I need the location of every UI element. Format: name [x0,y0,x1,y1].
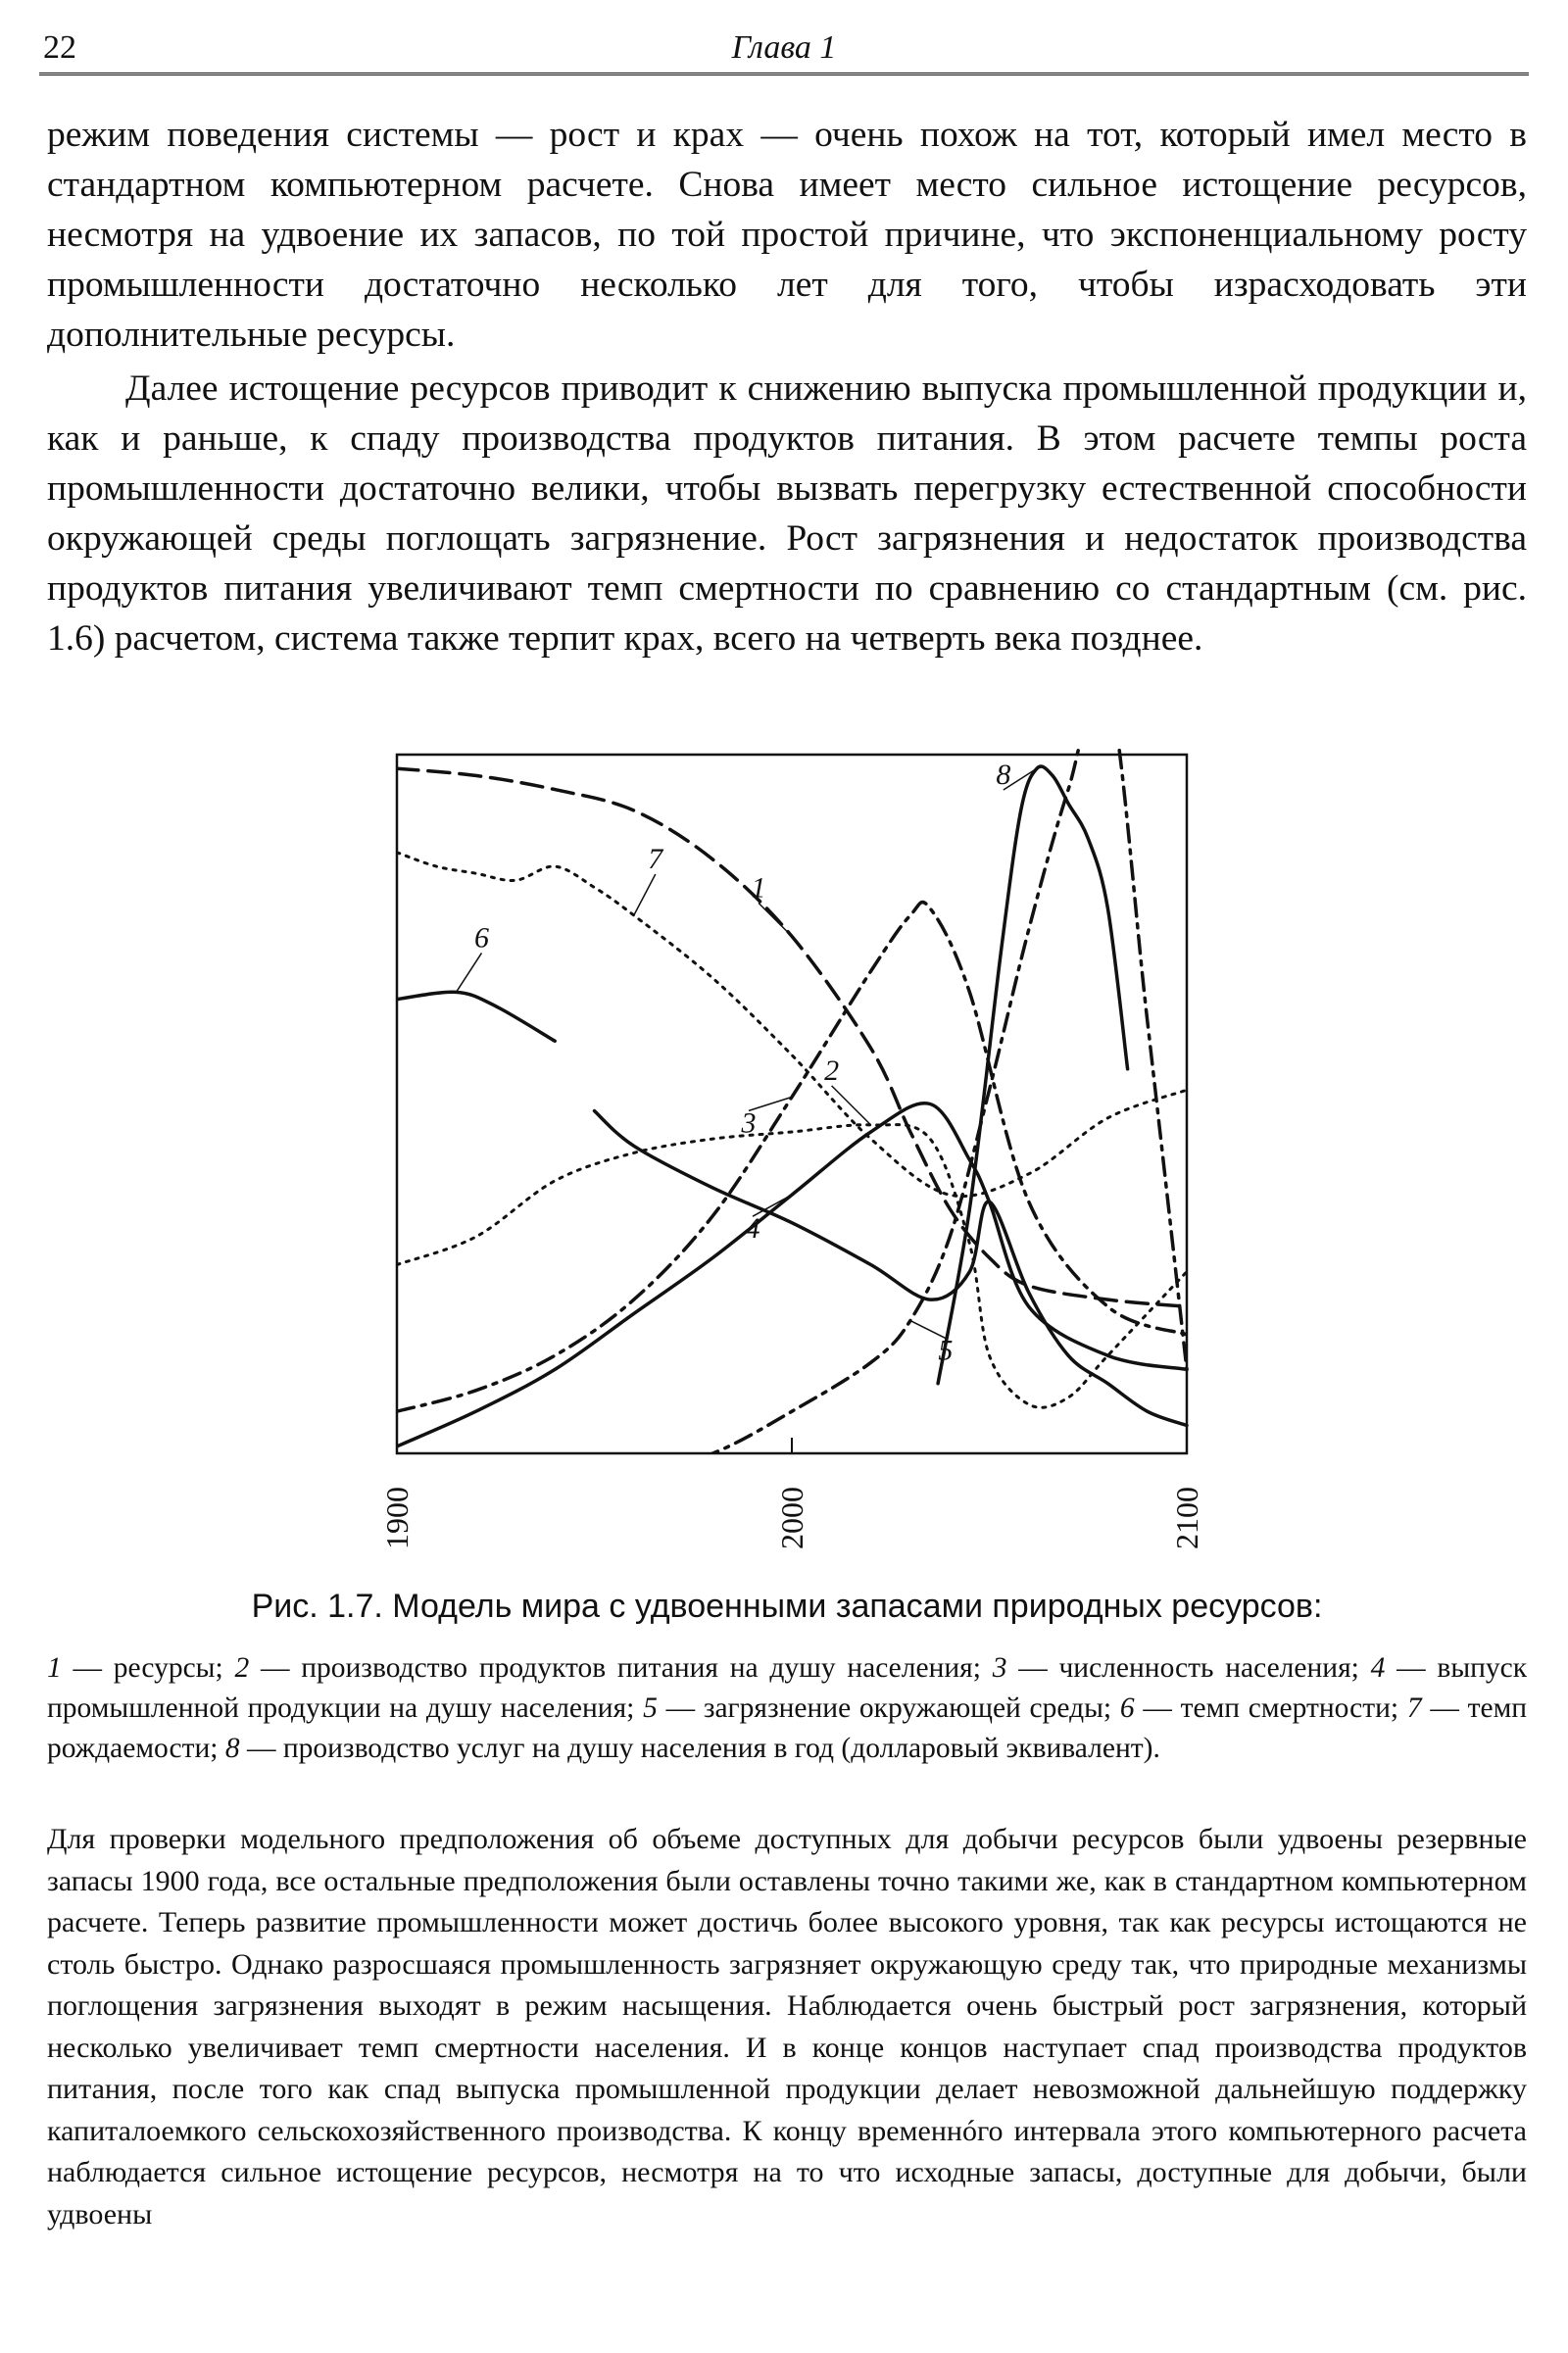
series-line-7 [397,853,1187,1197]
paragraph: Далее истощение ресурсов приводит к снижению выпуска промышленной продукции и, как и раньше, к спаду производства продуктов питания. В этом расчете темпы роста промышленности достаточно велики, чтобы вызвать перегрузку естественной способности окружающей среды поглощать загрязнение. Рост загрязнения и недостаток производства продуктов питания увеличивают темп смертности по сравнению со стандартным (см. рис. 1.6) расчетом, система также терпит крах, всего на четверть века позднее. [47,368,1527,659]
explanatory-note [47,1819,1527,2235]
x-tick-label: 1900 [379,1487,415,1549]
series-label: 8 [996,759,1011,791]
page-number: 22 [43,29,76,66]
legend-entry: 6 — темп смертности; [1119,1692,1399,1724]
series-line-3 [397,903,1187,1412]
series-label: 3 [741,1106,757,1140]
plot-frame [397,755,1187,1453]
series-label: 7 [648,842,663,875]
series-label-leader [759,903,792,936]
series-label-leader [634,874,656,915]
x-tick-label: 2100 [1169,1487,1204,1549]
series-label: 5 [938,1334,954,1367]
note-text: Для проверки модельного предположения об объеме доступных для добычи ресурсов были удвоены резервные запасы 1900 года, все остальные предположения были оставлены точно такими же, как в стандартном компьютерном расчете. Теперь развитие промышленности может достичь более высокого уровня, так как ресурсы истощаются не столь быстро. Однако разросшаяся промышленность загрязняет окружающую среду так, что природные механизмы поглощения загрязнения выходят в режим насыщения. Наблюдается очень быстрый рост загрязнения, который несколько увеличивает темп смертности населения. И в конце концов наступает спад производства продуктов питания, после того как спад выпуска промышленной продукции делает невозможной дальнейшую поддержку капиталоемкого сельскохозяйственного производства. К концу временнóго интервала этого компьютерного расчета наблюдается сильное истощение ресурсов, несмотря на то что исходные запасы, доступные для добычи, были удвоены [47,1823,1527,2230]
series-line-4 [397,1103,1187,1446]
chapter-title: Глава 1 [731,29,837,66]
series-label-leader [456,953,481,992]
series-line-6 [595,1111,1188,1426]
x-tick-label: 2000 [774,1487,809,1549]
series-line-1 [397,768,1187,1306]
series-label: 4 [745,1212,760,1246]
legend-entry: 8 — производство услуг на душу населения в год (долларовый эквивалент). [224,1733,1160,1764]
legend-entry: 3 — численность населения; [992,1652,1359,1684]
series-label: 1 [751,871,766,905]
figure-caption: Рис. 1.7. Модель мира с удвоенными запасами природных ресурсов: [251,1588,1323,1625]
series-label: 2 [824,1054,840,1087]
series-line-8 [938,766,1128,1384]
legend-entry: 5 — загрязнение окружающей среды; [643,1692,1112,1724]
figure-legend [47,1648,1527,1769]
series-label-leader [832,1086,871,1125]
legend-entry: 7 — темп рождаемости; [47,1692,1528,1764]
body-text [47,110,1527,663]
legend-entry: 1 — ресурсы; [47,1652,223,1684]
page-header [39,22,1529,75]
series-line-6 [397,992,555,1041]
legend-entry: 2 — производство продуктов питания на душу населения; [234,1652,981,1684]
legend-entry: 4 — выпуск промышленной продукции на душу населения; [47,1652,1528,1724]
chart-svg [379,745,1210,1578]
figure-chart [379,745,1210,1578]
series-line-5 [555,676,1187,1481]
series-label: 6 [473,921,489,955]
paragraph: режим поведения системы — рост и крах — очень похож на тот, который имел место в стандартном компьютерном расчете. Снова имеет место сильное истощение ресурсов, несмотря на удвоение их запасов, по той простой причине, что экспоненциальному росту промышленности достаточно несколько лет для того, чтобы израсходовать эти дополнительные ресурсы. [47,115,1527,355]
